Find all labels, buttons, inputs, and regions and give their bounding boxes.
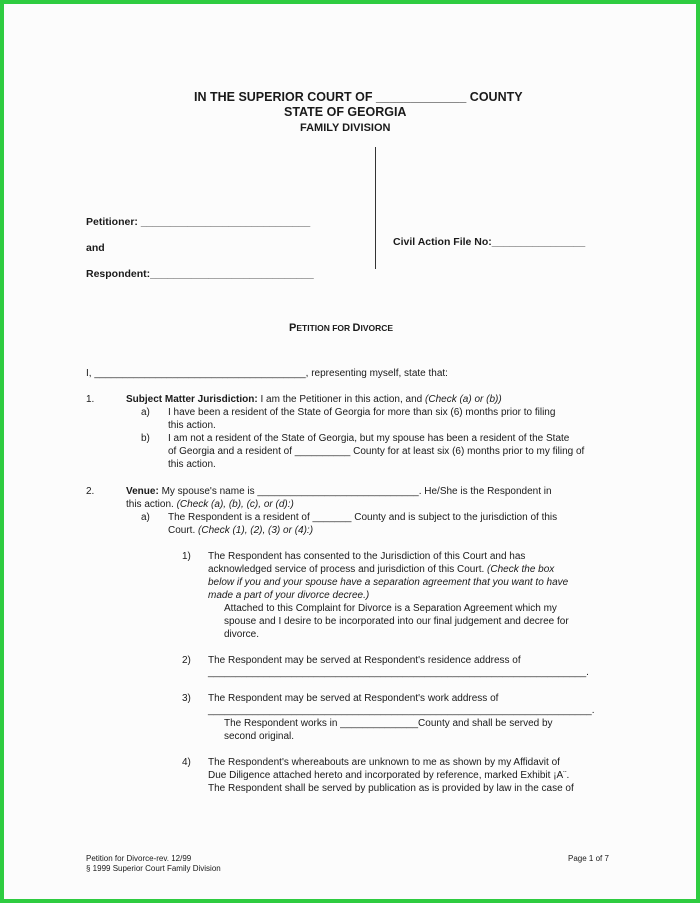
item4-line3: The Respondent shall be served by publication as is provided by law in the case of <box>208 783 574 794</box>
section1-note: (Check (a) or (b)) <box>425 394 502 405</box>
document-title <box>289 322 393 334</box>
footer-page-number: Page 1 of 7 <box>568 854 609 863</box>
item4-number: 4) <box>182 757 191 768</box>
item1-line2-note: (Check the box <box>487 564 555 575</box>
section2-a-line1[interactable]: The Respondent is a resident of _______ County and is subject to the jurisdiction of this <box>168 512 558 523</box>
item4-line1: The Respondent's whereabouts are unknown to me as shown by my Affidavit of <box>208 757 560 768</box>
item1-line3: below if you and your spouse have a separation agreement that you want to have <box>208 577 569 588</box>
title-cap-d: D <box>352 322 361 334</box>
section1-b-label: b) <box>141 433 150 444</box>
section1-heading-line <box>126 393 502 406</box>
item3-number: 3) <box>182 693 191 704</box>
item3-address-line[interactable]: _____________________________________________________________________. <box>208 705 595 716</box>
section1-a-line2: this action. <box>168 420 216 431</box>
section1-b-line2[interactable]: of Georgia and a resident of __________ County for at least six (6) months prior to my filing of <box>168 446 585 457</box>
division-title: FAMILY DIVISION <box>300 122 391 134</box>
section1-text: I am the Petitioner in this action, and <box>257 394 426 405</box>
section1-b-line3: this action. <box>168 459 216 470</box>
item4-line2: Due Diligence attached hereto and incorporated by reference, marked Exhibit ¡A¨. <box>208 770 570 781</box>
section2-a-line2-note: (Check (1), (2), (3) or (4):) <box>198 525 314 536</box>
item1-line2 <box>208 563 554 576</box>
item2-number: 2) <box>182 655 191 666</box>
petitioner-field[interactable]: Petitioner: _____________________________ <box>86 216 311 228</box>
footer-form-rev: Petition for Divorce-rev. 12/99 <box>86 854 192 863</box>
item3-line3[interactable]: The Respondent works in ______________County and shall be served by <box>224 718 553 729</box>
item1-line1: The Respondent has consented to the Jurisdiction of this Court and has <box>208 551 526 562</box>
item1-line2-text: acknowledged service of process and jurisdiction of this Court. <box>208 564 488 575</box>
section2-heading: Venue: <box>126 486 159 497</box>
state-title: STATE OF GEORGIA <box>284 105 407 119</box>
section2-line2-text: this action. <box>126 499 177 510</box>
section1-number: 1. <box>86 394 95 405</box>
section1-b-line1: I am not a resident of the State of Georgia, but my spouse has been a resident of the State <box>168 433 570 444</box>
title-cap-p: P <box>289 322 297 334</box>
title-rest-1: ETITION FOR <box>296 323 353 333</box>
section1-a-line1: I have been a resident of the State of Georgia for more than six (6) months prior to filing <box>168 407 556 418</box>
item3-line4: second original. <box>224 731 295 742</box>
item1-number: 1) <box>182 551 191 562</box>
section2-line1-text: My spouse's name is _____________________________. He/She is the Respondent in <box>158 486 552 497</box>
section2-a-line2 <box>168 524 313 537</box>
section1-heading: Subject Matter Jurisdiction: <box>126 394 258 405</box>
section2-line2-note: (Check (a), (b), (c), or (d):) <box>176 499 294 510</box>
item1-line4: made a part of your divorce decree.) <box>208 590 370 601</box>
section2-number: 2. <box>86 486 95 497</box>
item1-line7: divorce. <box>224 629 260 640</box>
respondent-field[interactable]: Respondent:____________________________ <box>86 268 314 280</box>
and-label: and <box>86 242 105 254</box>
intro-line[interactable]: I, ______________________________________, representing myself, state that: <box>86 368 448 379</box>
section1-a-label: a) <box>141 407 150 418</box>
item1-line5: Attached to this Complaint for Divorce is a Separation Agreement which my <box>224 603 557 614</box>
caption-divider <box>375 147 376 269</box>
document-page <box>4 4 696 899</box>
item1-line6: spouse and I desire to be incorporated into our final judgement and decree for <box>224 616 569 627</box>
item2-address-line[interactable]: ____________________________________________________________________. <box>208 667 589 678</box>
footer-copyright: § 1999 Superior Court Family Division <box>86 864 221 873</box>
title-rest-2: IVORCE <box>360 323 394 333</box>
section2-line2 <box>126 498 294 511</box>
court-title: IN THE SUPERIOR COURT OF _____________ COUNTY <box>194 90 523 104</box>
item2-line1: The Respondent may be served at Respondent's residence address of <box>208 655 521 666</box>
item3-line1: The Respondent may be served at Respondent's work address of <box>208 693 499 704</box>
section2-a-label: a) <box>141 512 150 523</box>
section2-a-line2-text: Court. <box>168 525 199 536</box>
civil-action-field[interactable]: Civil Action File No:________________ <box>393 236 586 248</box>
section2-line1[interactable] <box>126 485 552 498</box>
